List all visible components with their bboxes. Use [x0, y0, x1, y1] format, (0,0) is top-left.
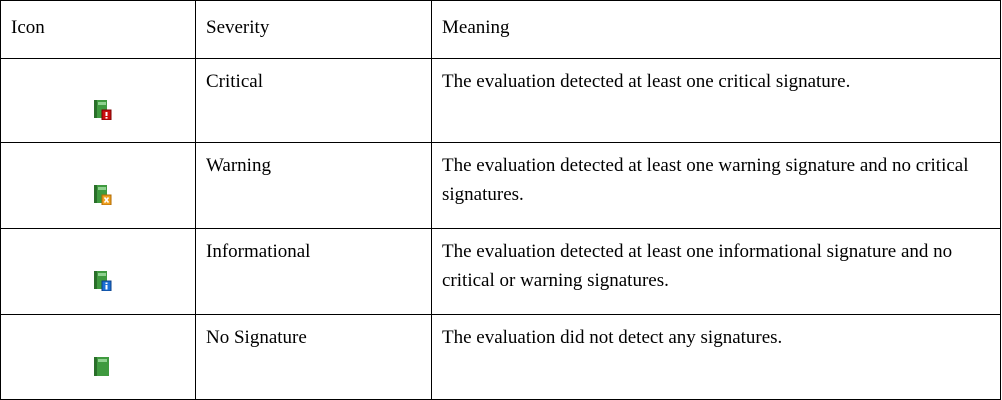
- table-row: [1, 59, 1001, 143]
- header-meaning: Meaning: [432, 1, 1001, 59]
- severity-cell: No Signature: [196, 315, 432, 400]
- meaning-cell: The evaluation did not detect any signatures.: [432, 315, 1001, 400]
- meaning-cell: The evaluation detected at least one critical signature.: [432, 59, 1001, 143]
- header-severity: Severity: [196, 1, 432, 59]
- severity-cell: Critical: [196, 59, 432, 143]
- table-row: [1, 229, 1001, 315]
- meaning-cell: The evaluation detected at least one informational signature and no critical or warning signatures.: [432, 229, 1001, 315]
- book-warning-icon: [94, 185, 110, 205]
- table-row: [1, 143, 1001, 229]
- table-row: [1, 315, 1001, 400]
- severity-cell: Warning: [196, 143, 432, 229]
- icon-cell: [1, 229, 196, 315]
- header-icon: Icon: [1, 1, 196, 59]
- icon-cell: [1, 315, 196, 400]
- icon-cell: [1, 143, 196, 229]
- table-header-row: [1, 1, 1001, 59]
- meaning-cell: The evaluation detected at least one warning signature and no critical signatures.: [432, 143, 1001, 229]
- book-critical-icon: [94, 100, 110, 120]
- book-no-signature-icon: [94, 357, 110, 377]
- severity-cell: Informational: [196, 229, 432, 315]
- book-informational-icon: [94, 271, 110, 291]
- icon-cell: [1, 59, 196, 143]
